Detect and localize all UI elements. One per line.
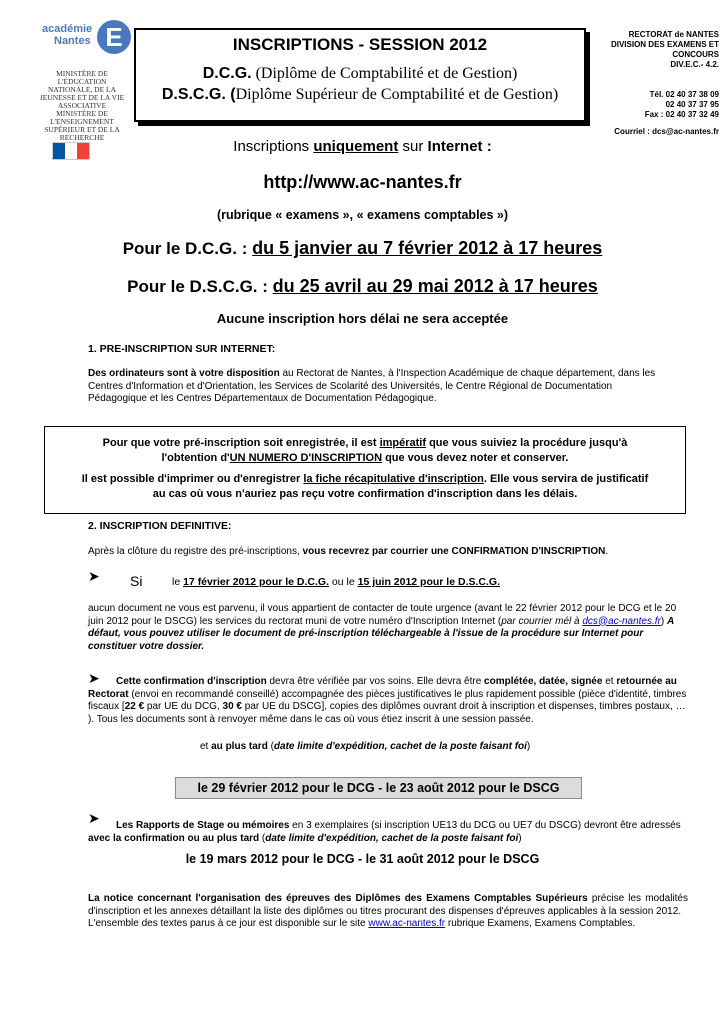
section2-p5 (88, 820, 688, 845)
s2-p5c: avec la confirmation ou au plus tard (88, 832, 260, 844)
arrow-hand-icon: ➤ (88, 568, 100, 584)
tel: Tél. 02 40 37 38 09 (649, 90, 719, 99)
box-l2c: que vous devez noter et conserver. (382, 452, 569, 464)
email-link[interactable]: dcs@ac-nantes.fr (582, 615, 661, 627)
section2-p1 (88, 546, 688, 559)
s2-p5f: ) (518, 832, 522, 844)
s2-p2a: aucun document ne vous est parvenu, il vous appartient de contacter de toute urgence (avant le 22 février 2012 pour le DCG et le 20 juin 2012 pour le DSCG) les services du rectorat muni de votre numéro d'Inscription Internet ( (88, 603, 677, 627)
dcg-full: (Diplôme de Comptabilité et de Gestion) (255, 65, 518, 82)
s2-p2d: A défaut, vous pouvez utiliser le document de pré-inscription téléchargeable à l'issue de la procédure sur Internet pour constituer votre dossier. (88, 615, 674, 652)
dcg-dates (0, 238, 725, 259)
section1-paragraph (88, 368, 673, 406)
s2-p5d: ( (259, 832, 266, 844)
section1-title: 1. PRE-INSCRIPTION SUR INTERNET: (88, 343, 276, 355)
s2-p4e: ) (526, 741, 531, 752)
intro-internet: Internet : (427, 138, 492, 155)
dscg-full: Diplôme Supérieur de Comptabilité et de Gestion) (235, 86, 559, 103)
box-l1c: que vous suiviez la procédure jusqu'à (426, 437, 628, 449)
ministry-2: MINISTÈRE DE L'ENSEIGNEMENT SUPÉRIEUR ET DE LA RECHERCHE (44, 109, 120, 142)
box-l2b: UN NUMERO D'INSCRIPTION (229, 452, 383, 464)
s2-p3b: devra être vérifiée par vos soins. Elle devra être (266, 676, 485, 687)
intro-prefix: Inscriptions (233, 138, 314, 155)
dcg-period: du 5 janvier au 7 février 2012 à 17 heures (252, 238, 603, 258)
arrow-hand-icon: ➤ (88, 670, 100, 686)
s2-p4c: ( (267, 741, 274, 752)
intro-uniquement: uniquement (313, 138, 399, 155)
s2-p3c: complétée, datée, signée (484, 676, 603, 687)
s2-ou: ou le (329, 576, 358, 588)
s2-p4a: et (200, 741, 212, 752)
title-box (134, 28, 586, 122)
rectorat-info (579, 30, 719, 70)
deadline-2: le 19 mars 2012 pour le DCG - le 31 août 2012 pour le DSCG (185, 852, 540, 866)
dscg-dates (0, 276, 725, 297)
s2-p3i: 30 € (222, 701, 242, 712)
logo-line1: académie (42, 23, 93, 35)
s2-date-dcg: 17 février 2012 pour le D.C.G. (183, 576, 329, 588)
section2-p2 (88, 603, 688, 653)
si-word: Si (130, 573, 143, 589)
notice-paragraph (88, 893, 688, 931)
tel2: 02 40 37 37 95 (665, 100, 719, 109)
box-l4: au cas où vous n'auriez pas reçu votre confirmation d'inscription dans les délais. (152, 488, 578, 500)
dscg-label: Pour le D.S.C.G. : (127, 277, 273, 296)
logo-line2: Nantes (54, 35, 91, 47)
section2-p4 (200, 741, 680, 754)
rectorat-l1: RECTORAT de NANTES (628, 30, 719, 39)
no-late-warning: Aucune inscription hors délai ne sera acceptée (216, 311, 509, 326)
dscg-period: du 25 avril au 29 mai 2012 à 17 heures (272, 276, 598, 296)
fax: Fax : 02 40 37 32 49 (644, 110, 719, 119)
s2-p2b: par courrier mél à (501, 615, 583, 627)
section2-p3 (88, 676, 688, 726)
logo-letter: E (97, 20, 131, 54)
deadline-1: le 29 février 2012 pour le DCG - le 23 août 2012 pour le DSCG (175, 777, 582, 799)
notice-c: L'ensemble des textes parus à ce jour est disponible sur le site (88, 918, 369, 929)
rectorat-l4: DIV.E.C.- 4.2. (670, 60, 719, 69)
section2-title: 2. INSCRIPTION DEFINITIVE: (88, 520, 232, 532)
box-l2a: l'obtention d' (161, 452, 230, 464)
s2-p3e: retournée au Rectorat (88, 676, 677, 700)
rectorat-l2: DIVISION DES EXAMENS ET (610, 40, 719, 49)
contact-info (559, 90, 719, 120)
s1-rest: au Rectorat de Nantes, à l'Inspection Académique de chaque département, dans les Centres d'Information et d'Orientation, les Services de Scolarité des Universités, le Centre Régional de Documentation Pédagogique et les Centres Départementaux de Documentation Pédagogique. (88, 368, 656, 404)
dscg-abbr: D.S.C.G. ( (161, 86, 236, 103)
s2-p4d: date limite d'expédition, cachet de la poste faisant foi (273, 741, 527, 752)
box-l3b: la fiche récapitulative d'inscription (303, 473, 484, 485)
s2-date-dscg: 15 juin 2012 pour le D.S.C.G. (357, 576, 500, 588)
box-l1a: Pour que votre pré-inscription soit enregistrée, il est (102, 437, 380, 449)
notice-d: rubrique Examens, Examens Comptables. (445, 918, 636, 929)
s2-p3f: (envoi en recommandé conseillé) accompagnée des pièces justificatives le plus rapidement possible (pièce d'identité, timbres fiscaux [ (88, 688, 687, 712)
s2-p5b: en 3 exemplaires (si inscription UE13 du DCG ou UE7 du DSCG) devront être adressés (289, 820, 681, 831)
rectorat-l3: CONCOURS (672, 50, 719, 59)
s2-p4b: au plus tard (211, 741, 268, 752)
s2-p3g: 22 € (124, 701, 145, 712)
s2-p1b: vous recevrez par courrier une CONFIRMATION D'INSCRIPTION (302, 546, 606, 557)
box-l3a: Il est possible d'imprimer ou d'enregistrer (81, 473, 304, 485)
s2-p3j: par UE du DSCG], copies des diplômes ouvrant droit à inscription et dispenses, timbres postaux, … ). Tous les documents sont à renvoyer même dans le cas où vous étiez inscrit à une session passée. (88, 701, 686, 725)
important-box (44, 426, 686, 514)
notice-a: La notice concernant l'organisation des épreuves des Diplômes des Examens Comptables Supérieurs (88, 893, 588, 904)
box-l3c: . Elle vous servira de justificatif (483, 473, 649, 485)
arrow-hand-icon: ➤ (88, 810, 100, 826)
academie-logo (42, 20, 134, 68)
notice-b: précise les modalités d'inscription et les annexes détaillant la liste des diplômes ou titres procurant des dispenses d'épreuves applicables à la session 2012. (88, 893, 688, 917)
dcg-title (136, 65, 584, 83)
ministry-1: MINISTÈRE DE L'ÉDUCATION NATIONALE, DE LA JEUNESSE ET DE LA VIE ASSOCIATIVE (39, 69, 125, 110)
s2-le: le (172, 576, 184, 588)
intro-suffix: sur (398, 138, 428, 155)
site-link[interactable]: www.ac-nantes.fr (368, 918, 446, 929)
dscg-title (136, 86, 584, 104)
site-url[interactable]: http://www.ac-nantes.fr (263, 172, 462, 192)
s2-p3d: et (602, 676, 617, 687)
si-line (172, 576, 500, 588)
dcg-abbr: D.C.G. (202, 65, 252, 82)
s2-p5e: date limite d'expédition, cachet de la poste faisant foi (265, 832, 519, 844)
s1-bold: Des ordinateurs sont à votre disposition (88, 368, 280, 379)
intro-line (0, 138, 725, 155)
s2-p5a: Les Rapports de Stage ou mémoires (116, 820, 290, 831)
s2-p3a: Cette confirmation d'inscription (116, 676, 267, 687)
s2-p1a: Après la clôture du registre des pré-inscriptions, (88, 546, 303, 557)
s2-p1c: . (605, 546, 609, 557)
s2-p2c: ) (660, 615, 667, 627)
dcg-label: Pour le D.C.G. : (122, 239, 253, 258)
rubrique: (rubrique « examens », « examens comptables ») (216, 208, 509, 222)
s2-p3h: par UE du DCG, (144, 701, 223, 712)
box-l1b: impératif (379, 437, 427, 449)
page-title: INSCRIPTIONS - SESSION 2012 (232, 35, 488, 54)
courriel: Courriel : dcs@ac-nantes.fr (614, 127, 719, 136)
